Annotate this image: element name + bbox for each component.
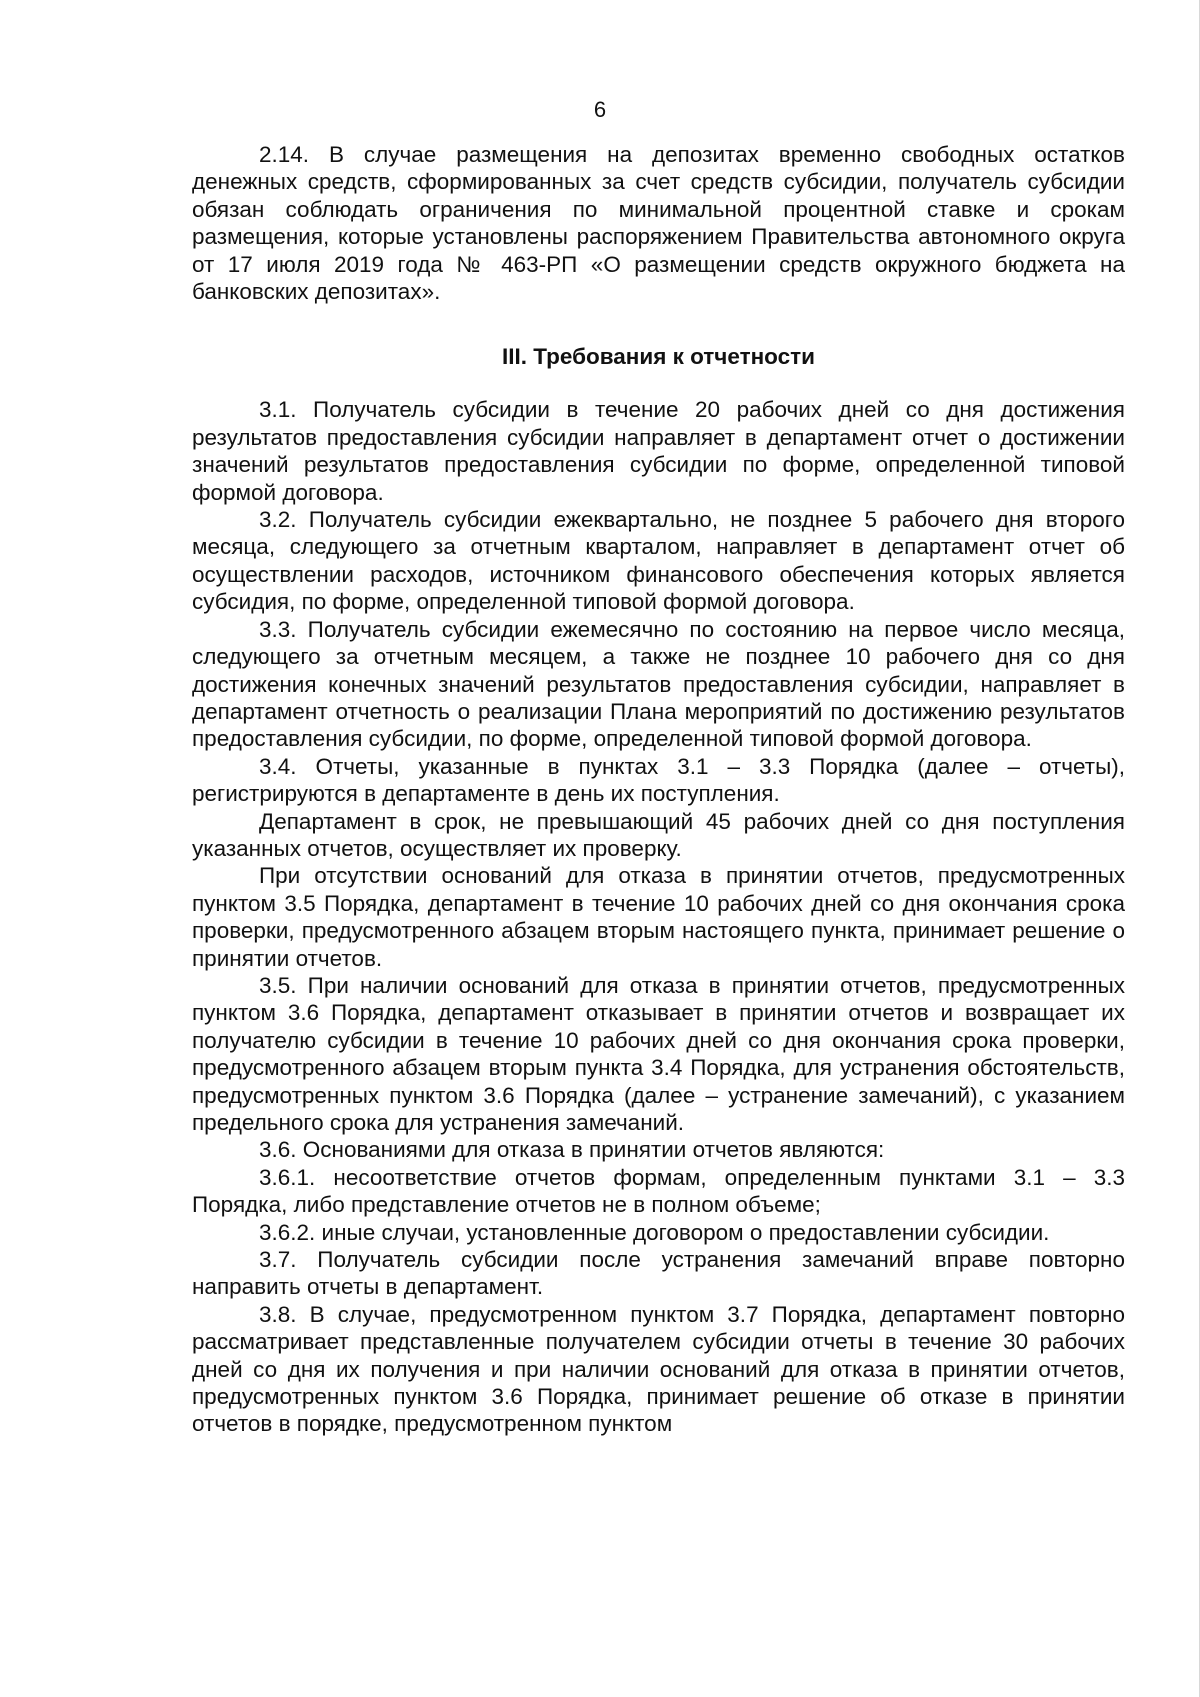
- section-title: III. Требования к отчетности: [501, 344, 815, 370]
- page-number: 6: [593, 97, 607, 122]
- paragraph-3-8: 3.8. В случае, предусмотренном пунктом 3.7 Порядка, департамент повторно рассматривает представленные получателем субсидии отчеты в течение 30 рабочих дней со дня их получения и при наличии оснований для отказа в принятии отчетов, предусмотренных пунктом 3.6 Порядка, принимает решение об отказе в принятии отчетов в порядке, предусмотренном пунктом: [192, 1301, 1125, 1437]
- paragraph-3-7: 3.7. Получатель субсидии после устранения замечаний вправе повторно направить отчеты в департамент.: [192, 1247, 1125, 1300]
- paragraph-3-1: 3.1. Получатель субсидии в течение 20 рабочих дней со дня достижения результатов предоставления субсидии направляет в департамент отчет о достижении значений результатов предоставления субсидии по форме, определенной типовой формой договора.: [192, 397, 1125, 505]
- paragraph-3-6-1: 3.6.1. несоответствие отчетов формам, определенным пунктами 3.1 – 3.3 Порядка, либо представление отчетов не в полном объеме;: [192, 1164, 1125, 1218]
- paragraph-2-14: 2.14. В случае размещения на депозитах временно свободных остатков денежных средств, сформированных за счет средств субсидии, получатель субсидии обязан соблюдать ограничения по минимальной процентной ставке и срокам размещения, которые установлены распоряжением Правительства автономного округа от 17 июля 2019 года № 463-РП «О размещении средств окружного бюджета на банковских депозитах».: [192, 142, 1125, 305]
- paragraph-3-4-third: При отсутствии оснований для отказа в принятии отчетов, предусмотренных пунктом 3.5 Порядка, департамент в течение 10 рабочих дней со дня окончания срока проверки, предусмотренного абзацем вторым настоящего пункта, принимает решение о принятии отчетов.: [192, 863, 1125, 971]
- paragraph-3-2: 3.2. Получатель субсидии ежеквартально, не позднее 5 рабочего дня второго месяца, следующего за отчетным кварталом, направляет в департамент отчет об осуществлении расходов, источником финансового обеспечения которых является субсидия, по форме, определенной типовой формой договора.: [192, 507, 1125, 615]
- paragraph-3-4: 3.4. Отчеты, указанные в пунктах 3.1 – 3.3 Порядка (далее – отчеты), регистрируются в департаменте в день их поступления.: [192, 753, 1125, 807]
- paragraph-3-4-second: Департамент в срок, не превышающий 45 рабочих дней со дня поступления указанных отчетов, осуществляет их проверку.: [192, 808, 1125, 861]
- paragraph-3-5: 3.5. При наличии оснований для отказа в принятии отчетов, предусмотренных пунктом 3.6 Порядка, департамент отказывает в принятии отчетов и возвращает их получателю субсидии в течение 10 рабочих дней со дня окончания срока проверки, предусмотренного абзацем вторым пункта 3.4 Порядка, для устранения обстоятельств, предусмотренных пунктом 3.6 Порядка (далее – устранение замечаний), с указанием предельного срока для устранения замечаний.: [192, 972, 1125, 1135]
- paragraph-3-6-2: 3.6.2. иные случаи, установленные договором о предоставлении субсидии.: [259, 1219, 1050, 1245]
- document-body: [192, 141, 1125, 1438]
- paragraph-3-3: 3.3. Получатель субсидии ежемесячно по состоянию на первое число месяца, следующего за отчетным месяцем, а также не позднее 10 рабочего дня со дня достижения конечных значений результатов предоставления субсидии, направляет в департамент отчетность о реализации Плана мероприятий по достижению результатов предоставления субсидии, по форме, определенной типовой формой договора.: [192, 616, 1125, 752]
- paragraph-3-6: 3.6. Основаниями для отказа в принятии отчетов являются:: [259, 1137, 885, 1163]
